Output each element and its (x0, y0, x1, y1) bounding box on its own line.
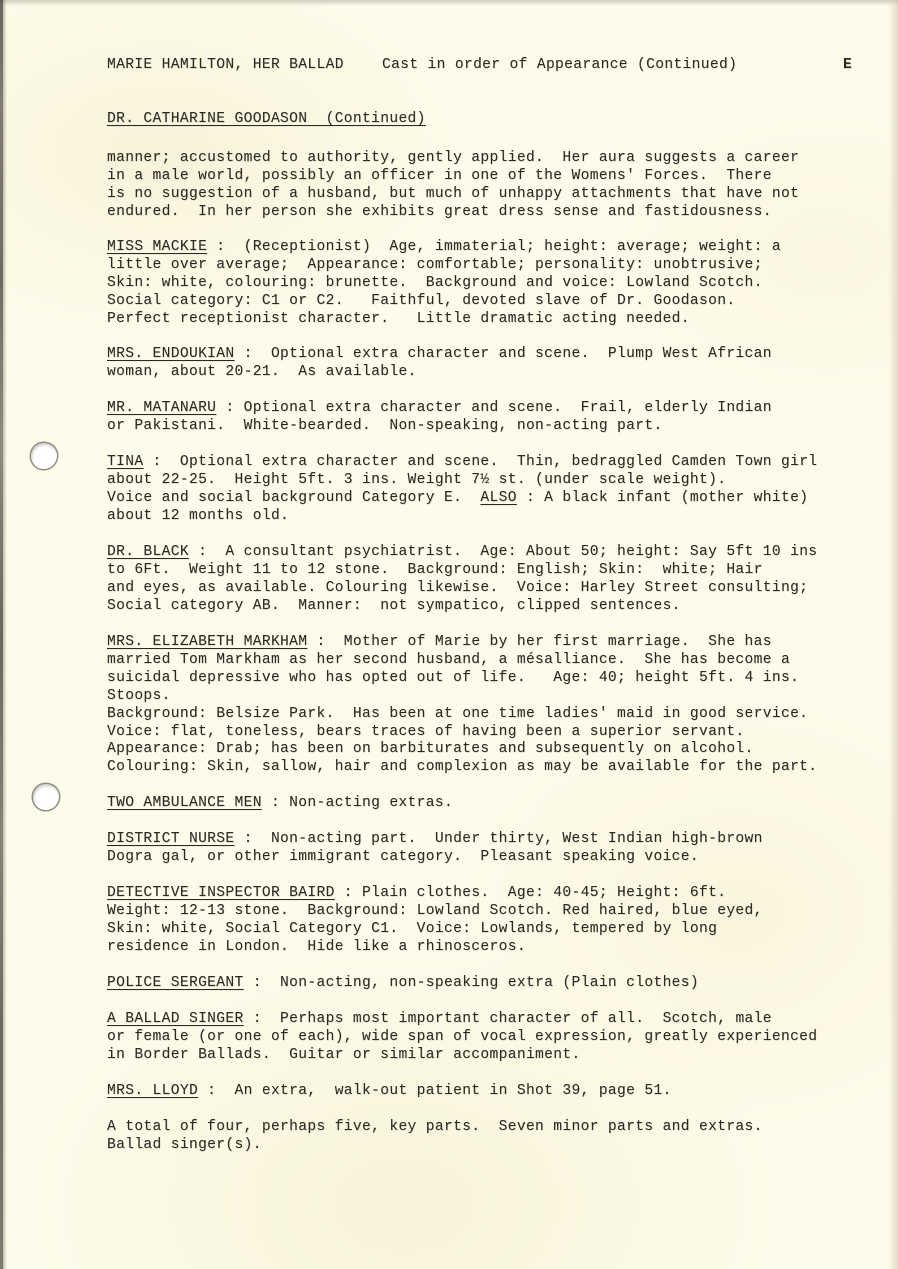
cast-entry-line: Ballad singer(s). (107, 1136, 262, 1153)
cast-entry (107, 1011, 817, 1065)
cast-entry (107, 150, 799, 222)
cast-entry-line: or female (or one of each), wide span of vocal expression, greatly experienced (107, 1028, 818, 1045)
cast-entry-line: about 12 months old. (107, 507, 290, 524)
cast-entry (107, 975, 699, 993)
cast-entry-line: Social category: C1 or C2. Faithful, devoted slave of Dr. Goodason. (107, 292, 736, 309)
cast-entry-line: Voice and social background Category E. ALSO : A black infant (mother white) (107, 489, 809, 506)
cast-entry-line: suicidal depressive who has opted out of life. Age: 40; height 5ft. 4 ins. (107, 669, 800, 686)
cast-entry-description: : Non-acting, non-speaking extra (Plain clothes) (243, 975, 700, 991)
document-title: MARIE HAMILTON, HER BALLAD (107, 57, 344, 73)
cast-entry-description: : Plain clothes. Age: 40-45; Height: 6ft. (334, 885, 727, 901)
cast-entry-first-line (107, 346, 772, 364)
cast-entry-line: endured. In her person she exhibits great dress sense and fastidousness. (107, 203, 772, 220)
cast-entry-name: POLICE SERGEANT (107, 975, 244, 991)
cast-entry-first-line (107, 795, 453, 813)
cast-entry-line: Perfect receptionist character. Little dramatic acting needed. (107, 310, 690, 327)
cast-entry (107, 454, 817, 526)
cast-entry-first-line (107, 831, 763, 849)
cast-entry-line: residence in London. Hide like a rhinosceros. (107, 938, 526, 955)
cast-entry-line: Voice: flat, toneless, bears traces of having been a superior servant. (107, 723, 745, 740)
cast-entry-name: MISS MACKIE (107, 239, 208, 255)
cast-entry-line: is no suggestion of a husband, but much of unhappy attachments that have not (107, 185, 800, 202)
cast-entry-name: DETECTIVE INSPECTOR BAIRD (107, 885, 335, 901)
cast-entry (107, 400, 772, 436)
cast-entry-line: A total of four, perhaps five, key parts. Seven minor parts and extras. (107, 1119, 763, 1135)
cast-entry-first-line (107, 634, 817, 652)
cast-entry-line: little over average; Appearance: comfortable; personality: unobtrusive; (107, 256, 763, 273)
cast-entry-line: Skin: white, colouring: brunette. Background and voice: Lowland Scotch. (107, 274, 763, 291)
cast-entry-line: Appearance: Drab; has been on barbiturates and subsequently on alcohol. (107, 741, 754, 758)
cast-entry-first-line (107, 239, 781, 257)
cast-entry-line: Weight: 12-13 stone. Background: Lowland Scotch. Red haired, blue eyed, (107, 902, 763, 919)
cast-entry-description: : A consultant psychiatrist. Age: About 50; height: Say 5ft 10 ins (188, 544, 818, 560)
cast-entry-first-line (107, 544, 817, 562)
cast-entry-line: in a male world, possibly an officer in one of the Womens' Forces. There (107, 167, 772, 184)
cast-entry-first-line (107, 1083, 672, 1101)
cast-entry-name: DISTRICT NURSE (107, 831, 235, 847)
cast-entry (107, 885, 763, 957)
cast-entry-line: manner; accustomed to authority, gently applied. Her aura suggests a career (107, 150, 800, 166)
page-marker: E (843, 57, 853, 73)
cast-entry (107, 1119, 763, 1155)
cast-entry (107, 634, 817, 777)
cast-entry-name: MR. MATANARU (107, 400, 217, 416)
cast-entry (107, 1083, 672, 1101)
cast-entry-line: or Pakistani. White-bearded. Non-speaking, non-acting part. (107, 417, 663, 434)
cast-entry-line: Background: Belsize Park. Has been at one time ladies' maid in good service. (107, 705, 809, 722)
cast-entry-line: to 6Ft. Weight 11 to 12 stone. Background: English; Skin: white; Hair (107, 561, 763, 578)
cast-entry-first-line (107, 1011, 817, 1029)
section-heading: DR. CATHARINE GOODASON (Continued) (107, 111, 426, 127)
cast-entry-description: : Optional extra character and scene. Frail, elderly Indian (216, 400, 772, 416)
cast-entry-line: Colouring: Skin, sallow, hair and complexion as may be available for the part. (107, 759, 818, 776)
cast-entry-line: and eyes, as available. Colouring likewise. Voice: Harley Street consulting; (107, 579, 809, 596)
cast-entry-name: MRS. ELIZABETH MARKHAM (107, 634, 308, 650)
cast-entry-line: married Tom Markham as her second husband, a mésalliance. She has become a (107, 651, 791, 668)
cast-entry-description: : Non-acting part. Under thirty, West Indian high-brown (234, 831, 763, 847)
cast-entry-first-line (107, 885, 763, 903)
cast-entry-first-line (107, 400, 772, 418)
cast-entry-line: woman, about 20-21. As available. (107, 363, 417, 380)
cast-entry-description: : Perhaps most important character of all. Scotch, male (243, 1011, 772, 1027)
cast-entry-first-line (107, 454, 817, 472)
cast-entry-description: : Optional extra character and scene. Thin, bedraggled Camden Town girl (143, 454, 818, 470)
cast-entry-name: TINA (107, 454, 144, 470)
cast-entry (107, 795, 453, 813)
cast-entry-name: MRS. LLOYD (107, 1083, 199, 1099)
cast-entry-name: A BALLAD SINGER (107, 1011, 244, 1027)
cast-entry-line: Stoops. (107, 687, 171, 704)
cast-entry-description: : An extra, walk-out patient in Shot 39, page 51. (198, 1083, 672, 1099)
cast-entry-description: : Non-acting extras. (261, 795, 454, 811)
document-subtitle: Cast in order of Appearance (Continued) (382, 57, 738, 73)
cast-entry-description: : (Receptionist) Age, immaterial; height: average; weight: a (207, 239, 781, 255)
cast-entry-line: in Border Ballads. Guitar or similar accompaniment. (107, 1046, 581, 1063)
cast-entry (107, 544, 817, 616)
cast-entry-line: Social category AB. Manner: not sympatico, clipped sentences. (107, 597, 681, 614)
cast-entry-first-line (107, 975, 699, 993)
cast-entry-name: MRS. ENDOUKIAN (107, 346, 235, 362)
cast-entry-line: about 22-25. Height 5ft. 3 ins. Weight 7½ st. (under scale weight). (107, 471, 727, 488)
cast-entry-name: TWO AMBULANCE MEN (107, 795, 262, 811)
cast-entry-name: DR. BLACK (107, 544, 189, 560)
cast-entry-line: Skin: white, Social Category C1. Voice: Lowlands, tempered by long (107, 920, 718, 937)
cast-entry (107, 239, 781, 329)
cast-entry (107, 831, 763, 867)
cast-entry-description: : Optional extra character and scene. Plump West African (234, 346, 772, 362)
inline-emphasis: ALSO (480, 489, 517, 506)
cast-entry-description: : Mother of Marie by her first marriage. She has (307, 634, 772, 650)
cast-entry-line: Dogra gal, or other immigrant category. Pleasant speaking voice. (107, 848, 699, 865)
cast-entry (107, 346, 772, 382)
